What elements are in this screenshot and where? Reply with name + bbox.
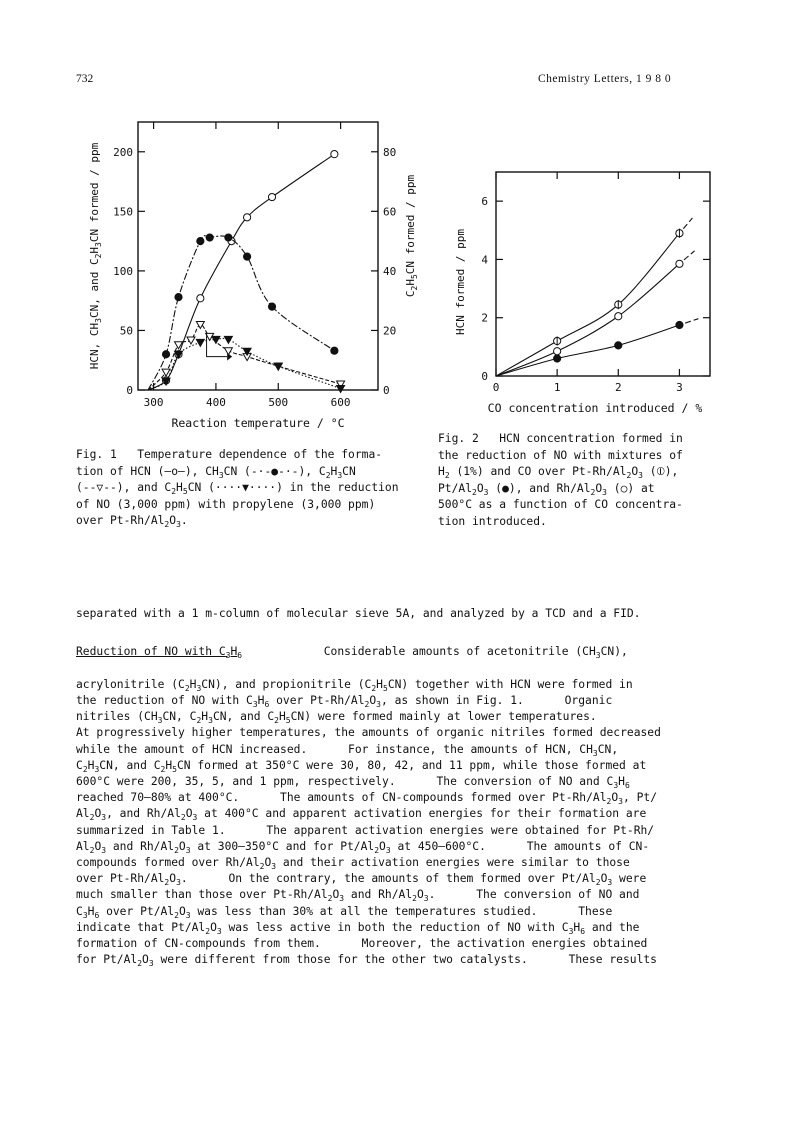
x-axis-label: Reaction temperature / °C [171, 416, 345, 430]
series-line [496, 233, 679, 376]
data-point [175, 293, 182, 300]
caption-line: 500°C as a function of CO concentra- [438, 498, 683, 511]
y2-tick-label: 20 [383, 324, 397, 338]
x-tick-label: 1 [553, 381, 561, 394]
series-line [496, 264, 679, 376]
body-line: nitriles ($CH_3CN$, $C_2H_3CN$, and $C_2H_5CN$) were formed mainly at lower temperatures. [76, 710, 597, 726]
x-tick-label: 600 [330, 396, 351, 409]
caption-line: (--▽--), and $C_2H_5CN$ (····▼····) in the reduction [76, 481, 399, 496]
y-tick-label: 200 [113, 145, 133, 159]
body-line: reached 70–80% at 400°C. The amounts of CN-compounds formed over $Pt-Rh/Al_2O_3$, Pt/ [76, 791, 657, 807]
body-line: summarized in Table 1. The apparent activation energies were obtained for Pt-Rh/ [76, 823, 655, 837]
body-line: much smaller than those over $Pt-Rh/Al_2O_3$ and $Rh/Al_2O_3$. The conversion of NO and [76, 888, 640, 904]
caption-line: tion introduced. [438, 514, 547, 528]
data-point [243, 214, 250, 221]
x-tick-label: 300 [143, 396, 164, 409]
data-point [615, 313, 622, 320]
y-tick-label: 50 [119, 324, 133, 338]
figure-1-chart [60, 110, 440, 440]
data-point [243, 253, 250, 260]
series-line [496, 325, 679, 376]
section-heading: Reduction of NO with $C_3H_6$ [76, 645, 243, 661]
body-line: compounds formed over $Rh/Al_2O_3$ and their activation energies were similar to those [76, 856, 630, 872]
y-tick-label: 4 [481, 253, 488, 267]
figure-2-chart [440, 150, 760, 430]
body-line: $Al_2O_3$, and $Rh/Al_2O_3$ at 400°C and apparent activation energies for their formation are [76, 807, 647, 823]
series-Rh/Al2O3 [496, 251, 695, 376]
body-line: acrylonitrile $(C_2H_3CN)$, and propionitrile $(C_2H_5CN)$ together with HCN were formed in [76, 677, 633, 693]
y2-tick-label: 60 [383, 205, 397, 219]
figure-1-caption [76, 447, 399, 530]
x-tick-label: 400 [205, 396, 226, 409]
body-line: while the amount of HCN increased. For instance, the amounts of HCN, $CH_3CN$, [76, 742, 619, 758]
body-line: 600°C were 200, 35, 5, and 1 ppm, respectively. The conversion of NO and $C_3H_6$ [76, 775, 630, 791]
series-line [148, 236, 334, 390]
data-point [206, 234, 213, 241]
body-line: over $Pt-Rh/Al_2O_3$. On the contrary, the amounts of them formed over $Pt/Al_2O_3$ were [76, 872, 647, 888]
data-point [162, 351, 169, 358]
data-point [337, 386, 345, 393]
y-tick-label: 6 [481, 195, 488, 209]
data-point [615, 342, 622, 349]
data-point [224, 336, 232, 343]
y2-tick-label: 0 [383, 384, 390, 397]
series-extension [683, 218, 692, 229]
data-point [197, 295, 204, 302]
plot-frame [496, 172, 710, 376]
caption-line: $Pt/Al_2O_3$ (●), and $Rh/Al_2O_3$ (○) at [438, 481, 655, 497]
caption-line: the reduction of NO with mixtures of [438, 448, 683, 462]
body-line: $C_2H_3CN$, and $C_2H_5CN$ formed at 350°C were 30, 80, 42, and 11 ppm, while those formed at [76, 758, 647, 774]
data-point [196, 339, 204, 346]
caption-line: Fig. 1 Temperature dependence of the forma- [76, 448, 383, 461]
data-point [196, 321, 204, 328]
journal-header: Chemistry Letters, 1 9 8 0 [538, 73, 672, 85]
y2-tick-label: 80 [383, 145, 397, 159]
x-axis-label: CO concentration introduced / % [487, 401, 703, 415]
data-point [615, 300, 622, 309]
section-heading-line: Reduction of NO with $C_3H_6$ Considerable amounts of acetonitrile $(CH_3CN)$, [76, 645, 628, 661]
caption-line: $H_2$ (1%) and CO over $Pt-Rh/Al_2O_3$ (⦶), [438, 465, 679, 480]
body-line: formation of CN-compounds from them. Moreover, the activation energies obtained [76, 937, 648, 951]
data-point [676, 260, 683, 267]
figure-2-caption [438, 431, 683, 530]
caption-line: over $Pt-Rh/Al_2O_3$. [76, 514, 188, 529]
y-tick-label: 2 [481, 311, 488, 325]
data-point [224, 348, 232, 355]
data-point [676, 321, 683, 328]
x-tick-label: 500 [268, 396, 289, 409]
y-axis-label: HCN formed / ppm [454, 229, 467, 335]
data-point [331, 347, 338, 354]
data-point [225, 234, 232, 241]
series-Pt/Al2O3 [496, 319, 698, 376]
body-line: the reduction of NO with $C_3H_6$ over $Pt-Rh/Al_2O_3$, as shown in Fig. 1. Organic [76, 694, 613, 710]
data-point [197, 238, 204, 245]
y-tick-label: 100 [113, 264, 133, 278]
series-extension [685, 319, 698, 323]
data-point [554, 355, 561, 362]
body-line: indicate that $Pt/Al_2O_3$ was less active in both the reduction of NO with $C_3H_6$ and the [76, 920, 640, 936]
data-point [676, 229, 683, 238]
series-extension [684, 251, 695, 260]
data-point [268, 193, 275, 200]
series-CH3CN [148, 234, 338, 390]
page-number: 732 [76, 73, 94, 85]
data-point [554, 336, 561, 345]
caption-line: tion of HCN (—o—), $CH_3CN$ (-·-●-·-), $C_2H_3CN$ [76, 464, 356, 480]
plot-frame [138, 122, 378, 390]
data-point [187, 337, 195, 344]
x-tick-label: 0 [492, 381, 500, 394]
y-tick-label: 150 [113, 205, 133, 219]
series-Pt-Rh/Al2O3 [496, 218, 692, 376]
data-point [268, 303, 275, 310]
body-line: At progressively higher temperatures, the amounts of organic nitriles formed decreased [76, 726, 661, 740]
arrow-head [227, 353, 232, 361]
body-section [76, 612, 736, 968]
y-axis-label: HCN, $CH_3CN$, and $C_2H_3CN$ formed / ppm [88, 142, 103, 370]
body-line: $Al_2O_3$ and $Rh/Al_2O_3$ at 300–350°C and for $Pt/Al_2O_3$ at 450–600°C. The amounts of CN- [76, 839, 650, 855]
body-line: for $Pt/Al_2O_3$ were different from those for the other two catalysts. These results [76, 953, 657, 969]
y-tick-label: 0 [126, 384, 133, 397]
caption-line: Fig. 2 HCN concentration formed in [438, 432, 683, 445]
y2-axis-label: $C_2H_5CN$ formed / ppm [404, 174, 419, 298]
y-tick-label: 0 [481, 370, 488, 383]
body-line: $C_3H_6$ over $Pt/Al_2O_3$ was less than 30% at all the temperatures studied. These [76, 904, 613, 920]
caption-line: of NO (3,000 ppm) with propylene (3,000 ppm) [76, 497, 376, 511]
data-point [331, 151, 338, 158]
data-point [554, 348, 561, 355]
x-tick-label: 3 [676, 381, 683, 394]
y2-tick-label: 40 [383, 264, 397, 278]
x-tick-label: 2 [614, 381, 622, 394]
body-line-0: separated with a 1 m-column of molecular sieve 5A, and analyzed by a TCD and a FID. [76, 607, 641, 621]
